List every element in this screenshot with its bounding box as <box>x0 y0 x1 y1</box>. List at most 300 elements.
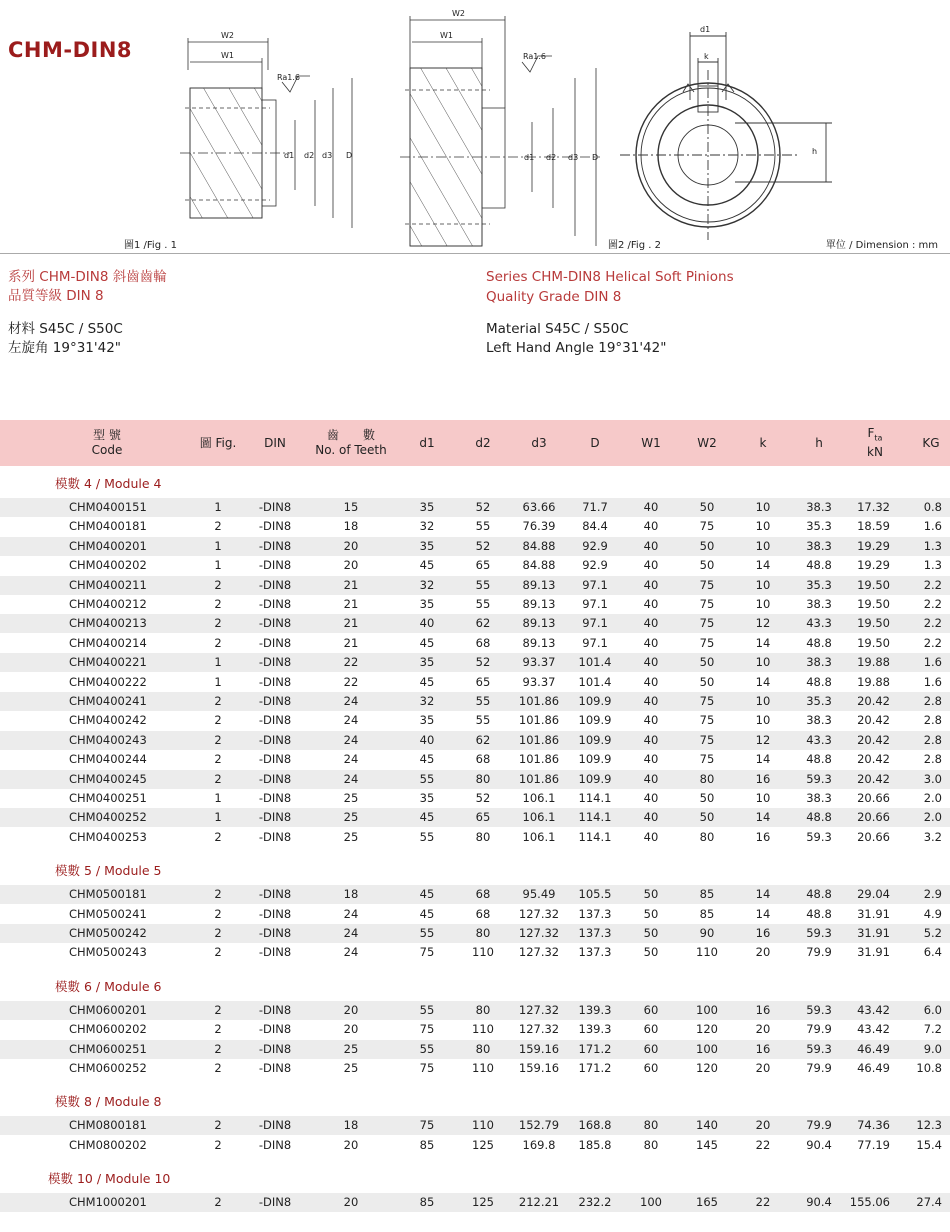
cell-w1: 40 <box>643 635 659 650</box>
cell-D: 97.1 <box>582 597 608 611</box>
cell-fta: 20.42 <box>857 771 890 786</box>
cell-h: 48.8 <box>806 558 832 573</box>
cell-w2: 85 <box>699 887 715 902</box>
cell-w2: 165 <box>696 1195 718 1210</box>
table-row <box>0 808 950 827</box>
cell-teeth: 22 <box>343 674 359 689</box>
cell-fig: 2 <box>214 577 222 592</box>
cell-d1: 45 <box>419 906 435 921</box>
fig1-label-d2: d2 <box>304 151 315 160</box>
header-kg: KG <box>922 435 940 450</box>
cell-d1: 45 <box>419 635 435 650</box>
cell-fig: 2 <box>214 1118 222 1133</box>
cell-w1: 40 <box>643 577 659 592</box>
cell-w1: 60 <box>643 1041 659 1056</box>
cell-d2: 65 <box>475 674 491 689</box>
series-en: Series CHM-DIN8 Helical Soft Pinions <box>486 269 734 285</box>
cell-kg: 2.8 <box>923 694 942 708</box>
cell-D: 114.1 <box>578 810 612 825</box>
cell-w1: 40 <box>643 791 659 805</box>
cell-code: CHM0400253 <box>69 829 147 844</box>
cell-d1: 32 <box>419 694 435 708</box>
cell-w1: 40 <box>643 829 659 844</box>
cell-code: CHM0800202 <box>69 1137 147 1152</box>
cell-k: 10 <box>755 694 771 708</box>
cell-w2: 80 <box>699 771 715 786</box>
header-fig: 圖 Fig. <box>199 435 237 450</box>
cell-k: 10 <box>755 791 771 805</box>
cell-d3: 127.32 <box>518 1002 560 1017</box>
material-zh: 材料 S45C / S50C <box>8 321 123 337</box>
cell-w1: 40 <box>643 694 659 708</box>
cell-d1: 55 <box>419 1002 435 1017</box>
cell-teeth: 24 <box>343 713 359 728</box>
cell-w1: 40 <box>643 713 659 728</box>
fig1-label-w2: W2 <box>221 31 234 40</box>
cell-w2: 75 <box>699 597 715 611</box>
cell-w2: 90 <box>699 926 715 940</box>
cell-D: 92.9 <box>582 538 608 553</box>
cell-d3: 127.32 <box>518 926 560 940</box>
cell-teeth: 24 <box>343 732 359 747</box>
cell-h: 48.8 <box>806 674 832 689</box>
cell-d2: 65 <box>475 558 491 573</box>
cell-fta: 19.88 <box>857 655 890 670</box>
table-row <box>0 614 950 633</box>
cell-h: 35.3 <box>806 519 832 534</box>
cell-w1: 40 <box>643 810 659 825</box>
cell-D: 97.1 <box>582 577 608 592</box>
cell-d3: 127.32 <box>518 1022 560 1037</box>
cell-w2: 50 <box>699 558 715 573</box>
fig3-label-d1: d1 <box>700 25 711 34</box>
cell-d1: 55 <box>419 926 435 940</box>
cell-fta: 20.66 <box>857 829 890 844</box>
gear-drawings <box>0 0 950 250</box>
cell-w1: 40 <box>643 616 659 631</box>
cell-w1: 40 <box>643 752 659 767</box>
cell-d3: 212.21 <box>518 1195 560 1210</box>
cell-code: CHM0400252 <box>69 810 147 825</box>
cell-d2: 55 <box>475 577 491 592</box>
cell-teeth: 24 <box>343 771 359 786</box>
cell-d1: 85 <box>419 1137 435 1152</box>
cell-d3: 169.8 <box>522 1137 556 1152</box>
cell-din: -DIN8 <box>258 1022 292 1037</box>
cell-fta: 29.04 <box>857 887 890 902</box>
cell-w2: 75 <box>699 732 715 747</box>
cell-din: -DIN8 <box>258 597 292 611</box>
cell-fta: 19.50 <box>857 616 890 631</box>
cell-k: 10 <box>755 655 771 670</box>
cell-d1: 35 <box>419 500 435 514</box>
cell-k: 22 <box>755 1195 771 1210</box>
cell-w1: 40 <box>643 655 659 670</box>
cell-d2: 80 <box>475 829 491 844</box>
cell-d2: 55 <box>475 519 491 534</box>
cell-d1: 45 <box>419 752 435 767</box>
cell-w2: 75 <box>699 694 715 708</box>
cell-fta: 31.91 <box>857 945 890 960</box>
header-w1: W1 <box>641 435 661 450</box>
cell-h: 43.3 <box>806 732 832 747</box>
cell-w1: 50 <box>643 887 659 902</box>
cell-fta: 46.49 <box>857 1061 890 1075</box>
cell-d1: 75 <box>419 1061 435 1075</box>
cell-fta: 19.29 <box>857 558 890 573</box>
cell-teeth: 20 <box>343 1002 359 1017</box>
cell-din: -DIN8 <box>258 616 292 631</box>
cell-D: 139.3 <box>578 1002 612 1017</box>
cell-fig: 2 <box>214 829 222 844</box>
cell-d1: 75 <box>419 1022 435 1037</box>
cell-d2: 110 <box>472 1118 494 1133</box>
cell-fig: 1 <box>214 500 222 514</box>
cell-fta: 19.88 <box>857 674 890 689</box>
cell-h: 38.3 <box>806 538 832 553</box>
cell-fig: 1 <box>214 791 222 805</box>
table-row <box>0 595 950 614</box>
cell-k: 10 <box>755 597 771 611</box>
cell-fta: 43.42 <box>857 1022 890 1037</box>
cell-w2: 75 <box>699 713 715 728</box>
cell-d2: 55 <box>475 597 491 611</box>
cell-h: 59.3 <box>806 926 832 940</box>
angle-en: Left Hand Angle 19°31'42" <box>486 340 667 356</box>
cell-h: 79.9 <box>806 1118 832 1133</box>
cell-code: CHM0400211 <box>69 577 147 592</box>
header-w2: W2 <box>697 435 717 450</box>
cell-h: 48.8 <box>806 635 832 650</box>
cell-D: 97.1 <box>582 635 608 650</box>
cell-kg: 2.2 <box>923 616 942 631</box>
cell-din: -DIN8 <box>258 771 292 786</box>
cell-h: 35.3 <box>806 694 832 708</box>
cell-fta: 31.91 <box>857 906 890 921</box>
cell-D: 168.8 <box>578 1118 612 1133</box>
cell-d3: 84.88 <box>522 558 556 573</box>
cell-fta: 74.36 <box>857 1118 890 1133</box>
cell-code: CHM0400241 <box>69 694 147 708</box>
cell-D: 109.9 <box>578 694 612 708</box>
cell-k: 20 <box>755 1022 771 1037</box>
cell-teeth: 24 <box>343 694 359 708</box>
fig1-caption: 圖1 /Fig . 1 <box>124 240 177 251</box>
cell-fig: 2 <box>214 732 222 747</box>
cell-D: 109.9 <box>578 771 612 786</box>
cell-h: 48.8 <box>806 752 832 767</box>
cell-k: 14 <box>755 558 771 573</box>
cell-fig: 1 <box>214 655 222 670</box>
cell-code: CHM0600252 <box>69 1061 147 1075</box>
cell-d2: 65 <box>475 810 491 825</box>
cell-fig: 2 <box>214 752 222 767</box>
cell-d2: 52 <box>475 655 491 670</box>
cell-D: 171.2 <box>578 1061 612 1075</box>
cell-d1: 35 <box>419 713 435 728</box>
cell-D: 114.1 <box>578 791 612 805</box>
cell-d3: 101.86 <box>518 694 560 708</box>
cell-fig: 2 <box>214 1137 222 1152</box>
cell-D: 109.9 <box>578 713 612 728</box>
header-d2: d2 <box>475 435 491 450</box>
cell-d2: 68 <box>475 887 491 902</box>
cell-w2: 75 <box>699 577 715 592</box>
cell-w2: 50 <box>699 538 715 553</box>
cell-D: 185.8 <box>578 1137 612 1152</box>
header-fta: $F_{ta}$ kN <box>867 425 883 460</box>
cell-d1: 32 <box>419 519 435 534</box>
cell-w1: 40 <box>643 732 659 747</box>
cell-kg: 2.8 <box>923 713 942 728</box>
cell-fig: 2 <box>214 694 222 708</box>
cell-d1: 35 <box>419 791 435 805</box>
cell-d1: 55 <box>419 829 435 844</box>
cell-fig: 2 <box>214 1041 222 1056</box>
table-row <box>0 943 950 962</box>
cell-code: CHM0400244 <box>69 752 147 767</box>
cell-fta: 20.42 <box>857 752 890 767</box>
cell-fta: 77.19 <box>857 1137 890 1152</box>
table-row <box>0 789 950 808</box>
cell-fig: 1 <box>214 810 222 825</box>
cell-h: 43.3 <box>806 616 832 631</box>
cell-kg: 10.8 <box>916 1061 942 1075</box>
cell-w1: 80 <box>643 1118 659 1133</box>
cell-din: -DIN8 <box>258 674 292 689</box>
cell-fig: 2 <box>214 616 222 631</box>
cell-code: CHM0400242 <box>69 713 147 728</box>
cell-teeth: 25 <box>343 1061 359 1075</box>
cell-fig: 2 <box>214 519 222 534</box>
cell-kg: 2.0 <box>923 791 942 805</box>
header-k: k <box>759 435 767 450</box>
cell-din: -DIN8 <box>258 500 292 514</box>
cell-w2: 75 <box>699 616 715 631</box>
cell-teeth: 21 <box>343 616 359 631</box>
cell-k: 14 <box>755 887 771 902</box>
cell-d2: 68 <box>475 752 491 767</box>
cell-d2: 52 <box>475 500 491 514</box>
section-label: 模數 4 / Module 4 <box>55 476 162 491</box>
cell-d3: 106.1 <box>522 829 556 844</box>
cell-code: CHM0500241 <box>69 906 147 921</box>
cell-k: 10 <box>755 538 771 553</box>
cell-k: 10 <box>755 577 771 592</box>
cell-w1: 50 <box>643 926 659 940</box>
cell-k: 16 <box>755 829 771 844</box>
cell-d1: 55 <box>419 1041 435 1056</box>
cell-fig: 2 <box>214 906 222 921</box>
cell-d2: 68 <box>475 635 491 650</box>
section-label: 模數 10 / Module 10 <box>48 1171 171 1187</box>
cell-teeth: 25 <box>343 810 359 825</box>
cell-d1: 45 <box>419 558 435 573</box>
cell-code: CHM0600202 <box>69 1022 147 1037</box>
cell-k: 10 <box>755 519 771 534</box>
cell-teeth: 20 <box>343 1195 359 1210</box>
cell-teeth: 24 <box>343 945 359 960</box>
cell-d1: 40 <box>419 616 435 631</box>
cell-d3: 152.79 <box>518 1118 560 1133</box>
cell-w2: 100 <box>696 1002 718 1017</box>
cell-fta: 20.42 <box>857 694 890 708</box>
cell-w1: 40 <box>643 500 659 514</box>
cell-d2: 55 <box>475 694 491 708</box>
cell-d3: 84.88 <box>522 538 556 553</box>
cell-k: 10 <box>755 500 771 514</box>
cell-fig: 1 <box>214 538 222 553</box>
cell-w2: 50 <box>699 791 715 805</box>
table-row <box>0 556 950 575</box>
cell-fta: 20.42 <box>857 732 890 747</box>
cell-kg: 2.2 <box>923 635 942 650</box>
cell-din: -DIN8 <box>258 694 292 708</box>
cell-code: CHM0400245 <box>69 771 147 786</box>
table-row <box>0 653 950 672</box>
cell-d1: 75 <box>419 945 435 960</box>
cell-din: -DIN8 <box>258 1041 292 1056</box>
cell-k: 20 <box>755 1118 771 1133</box>
cell-w2: 85 <box>699 906 715 921</box>
header-D: D <box>590 435 600 450</box>
cell-fig: 2 <box>214 926 222 940</box>
cell-d1: 45 <box>419 810 435 825</box>
cell-code: CHM0400251 <box>69 791 147 805</box>
cell-din: -DIN8 <box>258 519 292 534</box>
fig1-label-d1: d1 <box>284 151 295 160</box>
cell-d2: 80 <box>475 1002 491 1017</box>
cell-d1: 35 <box>419 655 435 670</box>
cell-h: 90.4 <box>806 1195 832 1210</box>
cell-w2: 100 <box>696 1041 718 1056</box>
cell-teeth: 25 <box>343 1041 359 1056</box>
cell-teeth: 24 <box>343 926 359 940</box>
cell-d3: 159.16 <box>518 1041 560 1056</box>
cell-D: 232.2 <box>578 1195 612 1210</box>
table-row <box>0 1116 950 1135</box>
fig2-label-d2: d2 <box>546 153 557 162</box>
cell-fta: 155.06 <box>849 1195 890 1210</box>
cell-code: CHM0600201 <box>69 1002 147 1017</box>
cell-teeth: 18 <box>343 519 359 534</box>
page-title: CHM-DIN8 <box>8 38 133 62</box>
cell-d2: 62 <box>475 616 491 631</box>
cell-k: 14 <box>755 906 771 921</box>
cell-D: 105.5 <box>578 887 612 902</box>
table-header <box>0 420 950 466</box>
cell-din: -DIN8 <box>258 810 292 825</box>
cell-din: -DIN8 <box>258 752 292 767</box>
cell-din: -DIN8 <box>258 635 292 650</box>
cell-fta: 20.66 <box>857 810 890 825</box>
cell-fta: 19.50 <box>857 577 890 592</box>
cell-d3: 89.13 <box>522 635 556 650</box>
table-row <box>0 673 950 692</box>
cell-d1: 55 <box>419 771 435 786</box>
cell-h: 79.9 <box>806 1022 832 1037</box>
table-row <box>0 1059 950 1078</box>
gear-end-view <box>620 32 832 240</box>
cell-kg: 6.4 <box>923 945 942 960</box>
table-row <box>0 1001 950 1020</box>
cell-d2: 80 <box>475 771 491 786</box>
cell-kg: 1.6 <box>923 519 942 534</box>
cell-code: CHM0600251 <box>69 1041 147 1056</box>
cell-fig: 2 <box>214 887 222 902</box>
cell-w1: 60 <box>643 1022 659 1037</box>
cell-code: CHM0800181 <box>69 1118 147 1133</box>
cell-D: 137.3 <box>578 906 612 921</box>
cell-din: -DIN8 <box>258 538 292 553</box>
cell-code: CHM0400214 <box>69 635 147 650</box>
cell-d1: 75 <box>419 1118 435 1133</box>
cell-d3: 89.13 <box>522 597 556 611</box>
cell-k: 12 <box>755 732 771 747</box>
table-row <box>0 517 950 536</box>
cell-d3: 101.86 <box>518 771 560 786</box>
cell-h: 38.3 <box>806 655 832 670</box>
cell-fta: 19.50 <box>857 635 890 650</box>
fig2-label-w1: W1 <box>440 31 453 40</box>
grade-en: Quality Grade DIN 8 <box>486 289 622 305</box>
cell-w2: 75 <box>699 519 715 534</box>
cell-k: 14 <box>755 752 771 767</box>
cell-d2: 110 <box>472 1022 494 1037</box>
table-row <box>0 1136 950 1155</box>
cell-k: 16 <box>755 926 771 940</box>
table-row <box>0 828 950 847</box>
cell-w1: 40 <box>643 597 659 611</box>
angle-zh: 左旋角 19°31'42" <box>8 340 121 356</box>
cell-kg: 1.6 <box>923 655 942 670</box>
cell-fig: 2 <box>214 597 222 611</box>
cell-h: 48.8 <box>806 887 832 902</box>
cell-D: 109.9 <box>578 752 612 767</box>
cell-h: 48.8 <box>806 810 832 825</box>
cell-k: 16 <box>755 1002 771 1017</box>
cell-din: -DIN8 <box>258 1137 292 1152</box>
table-row <box>0 1040 950 1059</box>
cell-d3: 159.16 <box>518 1061 560 1075</box>
cell-h: 79.9 <box>806 945 832 960</box>
table-row <box>0 498 950 517</box>
cell-D: 97.1 <box>582 616 608 631</box>
header-d3: d3 <box>531 435 547 450</box>
cell-din: -DIN8 <box>258 829 292 844</box>
cell-din: -DIN8 <box>258 887 292 902</box>
fig3-label-h: h <box>812 147 818 156</box>
cell-w2: 120 <box>696 1061 718 1075</box>
cell-teeth: 20 <box>343 1022 359 1037</box>
table-row <box>0 750 950 769</box>
cell-w2: 110 <box>696 945 718 960</box>
cell-k: 14 <box>755 810 771 825</box>
cell-h: 59.3 <box>806 829 832 844</box>
table-row <box>0 537 950 556</box>
cell-kg: 3.2 <box>923 829 942 844</box>
cell-code: CHM0500181 <box>69 887 147 902</box>
header-din: DIN <box>264 435 286 450</box>
header-code: 型 號 Code <box>91 428 123 457</box>
cell-d3: 101.86 <box>518 752 560 767</box>
cell-fig: 2 <box>214 1022 222 1037</box>
cell-fta: 18.59 <box>857 519 890 534</box>
cell-teeth: 21 <box>343 577 359 592</box>
cell-din: -DIN8 <box>258 906 292 921</box>
table-row <box>0 576 950 595</box>
cell-h: 79.9 <box>806 1061 832 1075</box>
